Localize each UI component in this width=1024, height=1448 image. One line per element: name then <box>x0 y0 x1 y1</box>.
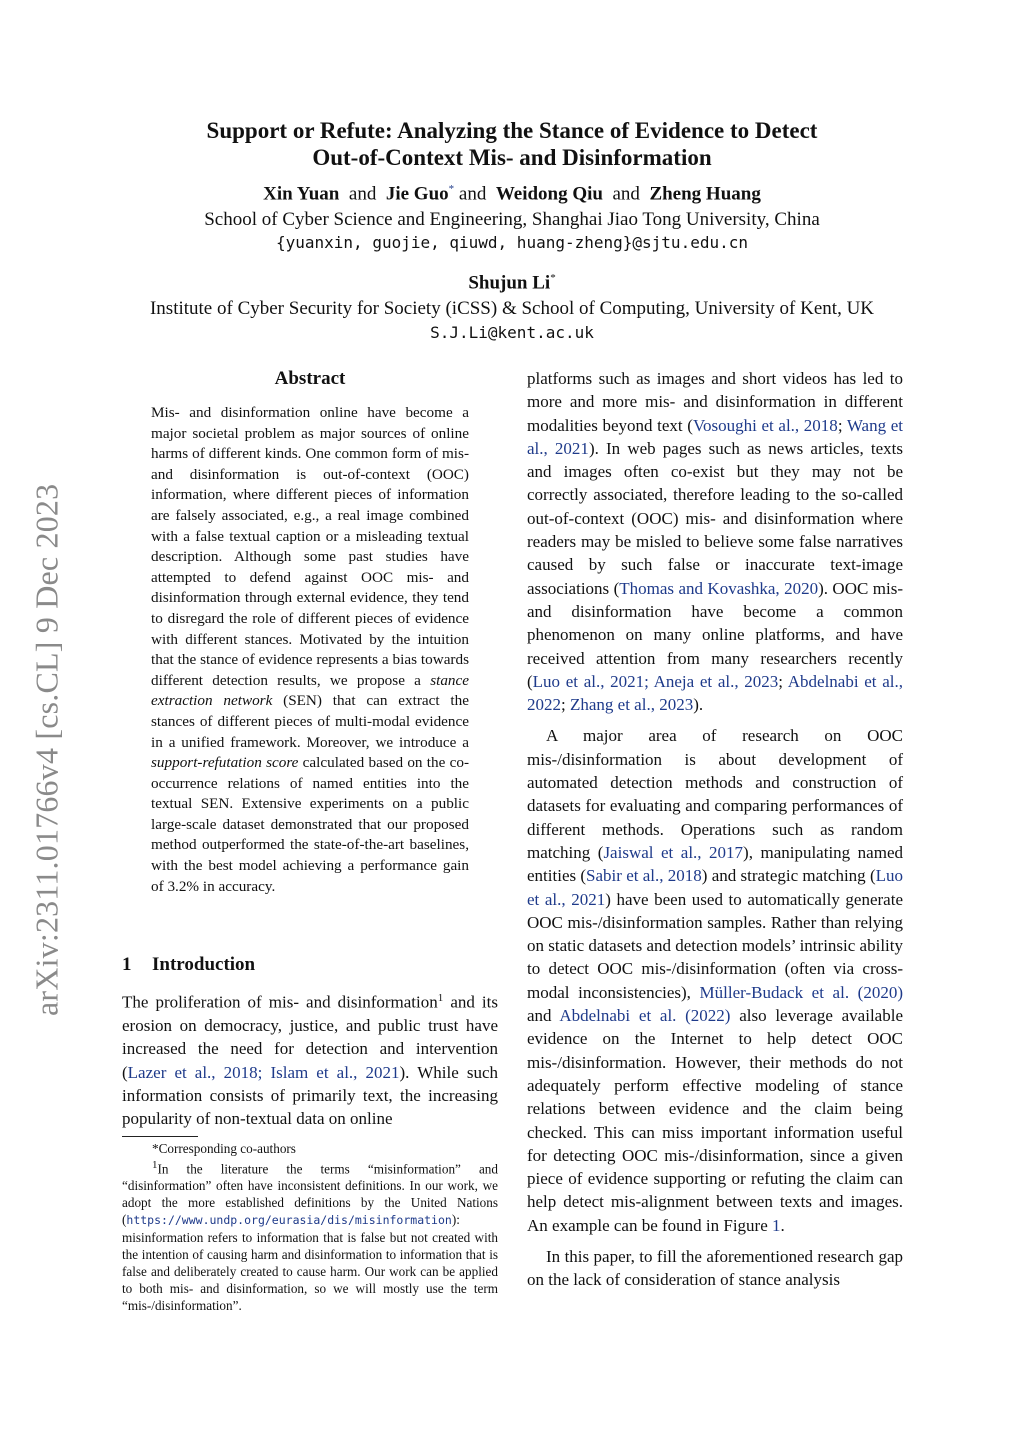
footnote-text: ): misinformation refers to information that is false but not created with the intention of causing harm and disinformation to information that is false and deliberately created to cause harm. Our work can be applied to both mis- and disinformation, so we will mostly use the term “mis-/disinformation”. <box>122 1212 498 1314</box>
affiliation-sjtu: School of Cyber Science and Engineering, Shanghai Jiao Tong University, China <box>204 209 820 230</box>
citation-link[interactable]: Zhang et al., 2023 <box>569 695 694 715</box>
email-sjtu: {yuanxin, guojie, qiuwd, huang-zheng}@sjtu.edu.cn <box>275 233 748 252</box>
abstract-text: calculated based on the co-occurrence relations of named entities into the textual SEN. Extensive experiments on a public large-scale dataset demonstrated that our proposed method outperformed the state-of-the-art baselines, with the best model achieving a performance gain of 3.2% in accuracy. <box>151 754 470 895</box>
citation-link[interactable]: Sabir et al., 2018 <box>586 866 702 886</box>
body-text: A major area of research on OOC mis-/disinformation is about development of automated detection methods and construction of datasets for evaluating and comparing performances of different methods. Operations such as random matching ( <box>527 726 903 862</box>
author-weidong-qiu: Weidong Qiu <box>495 183 603 205</box>
body-text: ), manipulating named entities ( <box>527 842 903 886</box>
citation-link[interactable]: Müller-Budack et al. (2020) <box>699 982 903 1002</box>
footnote-text: In the literature the terms “misinformation” and “disinformation” often have inconsistent definitions. In our work, we adopt the more established definitions by the United Nations ( <box>122 1161 498 1228</box>
abstract-body <box>151 403 469 897</box>
body-text: ) have been used to automatically generate OOC mis-/disinformation samples. Rather than relying on static datasets and detection models’ intrinsic ability to detect OOC mis-/disinformation (often via cross-modal inconsistencies), <box>527 889 903 1002</box>
author-shujun-li <box>120 272 904 294</box>
paper-title <box>120 117 904 171</box>
footnote-1-mark: 1 <box>152 1159 158 1171</box>
body-text: ). OOC mis- and disinformation have become a common phenomenon on many online platforms, and have received attention from many researchers recently ( <box>527 578 903 691</box>
abstract-text: Mis- and disinformation online have become a major societal problem as major sources of online harms of different kinds. One common form of mis- and disinformation is out-of-context (OOC) information, where different pieces of information are falsely associated, e.g., a real image combined with a false textual caption or a misleading textual description. Although some past studies have attempted to defend against OOC mis- and disinformation through external evidence, they tend to disregard the role of different pieces of evidence with different stances. Motivated by the intuition that the stance of evidence represents a bias towards different detection results, we propose a <box>151 404 469 689</box>
paragraph <box>527 724 903 1237</box>
corresponding-mark[interactable]: * <box>448 183 455 195</box>
citation-link[interactable]: Luo et al., 2021 <box>527 866 903 909</box>
author-name: Shujun Li <box>468 272 551 294</box>
body-text: and <box>527 1006 560 1026</box>
author-jie-guo: Jie Guo <box>385 183 449 205</box>
body-text: also leverage available evidence on the Internet to help detect OOC mis-/disinformation. However, their methods do not adequately perform effective modeling of stance relations between evidence and the claim being checked. This can miss important information useful for detecting OOC mis-/disinformation, since a given piece of evidence supporting or refuting the claim can help detect mis-alignment between texts and images. An example can be found in Figure <box>527 1006 903 1235</box>
citation-link[interactable]: Abdelnabi et al., 2022 <box>527 671 903 715</box>
paragraph <box>527 367 903 716</box>
author-conjunction: and <box>348 183 377 205</box>
citation-link[interactable]: Thomas and Kovashka, 2020 <box>619 578 819 598</box>
body-text: ). While such information consists of primarily text, the increasing popularity of non-textual data on online <box>122 1062 498 1129</box>
affiliation-kent: Institute of Cyber Security for Society (iCSS) & School of Computing, University of Kent, UK <box>149 298 875 319</box>
author-list <box>120 183 904 205</box>
abstract-text: (SEN) that can extract the stances of different pieces of multi-modal evidence in a unified framework. Moreover, we introduce a <box>151 692 469 751</box>
intro-paragraph <box>122 987 498 1130</box>
body-text: ). In web pages such as news articles, texts and images often co-exist but they may not be correctly associated, therefore leading to the so-called out-of-context (OOC) mis- and disinformation where readers may be misled to believe some false narratives caused by such false or inaccurate text-image associations ( <box>527 438 903 598</box>
body-text: platforms such as images and short videos has led to more and more mis- and disinformation in different modalities beyond text ( <box>527 369 903 435</box>
body-text: ; <box>561 695 570 715</box>
citation-link[interactable]: Abdelnabi et al. (2022) <box>559 1006 731 1026</box>
citation-link[interactable]: Wang et al., 2021 <box>527 415 904 458</box>
email-kent: S.J.Li@kent.ac.uk <box>430 323 594 342</box>
body-text: ; <box>837 415 847 435</box>
footnote-corresponding: *Corresponding co-authors <box>152 1141 296 1156</box>
author-conjunction: and <box>612 183 640 205</box>
body-text: ) and strategic matching ( <box>701 866 876 886</box>
arxiv-side-stamp: arXiv:2311.01766v4 [cs.CL] 9 Dec 2023 <box>28 483 65 1017</box>
author-zheng-huang: Zheng Huang <box>649 183 761 205</box>
abstract-emphasis: support-refutation score <box>151 754 299 772</box>
title-line-1: Support or Refute: Analyzing the Stance of Evidence to Detect <box>206 118 818 143</box>
title-line-2: Out-of-Context Mis- and Disinformation <box>312 145 712 170</box>
abstract-emphasis: stance extraction network <box>151 671 469 710</box>
citation-link[interactable]: Jaiswal et al., 2017 <box>603 842 744 862</box>
footnote-mark[interactable]: 1 <box>437 992 444 1004</box>
body-text: ). <box>693 695 704 715</box>
citation-link[interactable]: Lazer et al., 2018; Islam et al., 2021 <box>127 1062 400 1082</box>
section-number: 1 <box>122 954 132 975</box>
body-text: The proliferation of mis- and disinformation <box>122 992 438 1012</box>
body-text: . <box>780 1215 785 1235</box>
author-conjunction: and <box>458 183 487 205</box>
right-column <box>527 367 903 1300</box>
author-xin-yuan: Xin Yuan <box>263 183 340 205</box>
figure-ref-link[interactable]: 1 <box>772 1215 781 1235</box>
citation-link[interactable]: Vosoughi et al., 2018 <box>692 415 838 435</box>
corresponding-mark: * <box>550 272 556 284</box>
section-title: Introduction <box>152 954 256 975</box>
footnote-rule <box>122 1136 198 1137</box>
footnotes <box>122 1140 498 1314</box>
section-heading <box>122 954 255 976</box>
abstract-heading: Abstract <box>274 368 346 389</box>
footnote-1 <box>122 1157 498 1314</box>
body-text: ; <box>778 671 788 691</box>
paragraph: In this paper, to fill the aforementioned research gap on the lack of consideration of stance analysis <box>527 1246 903 1290</box>
citation-link[interactable]: Luo et al., 2021; Aneja et al., 2023 <box>532 671 779 691</box>
undp-url-link[interactable]: https://www.undp.org/eurasia/dis/misinformation <box>126 1213 452 1228</box>
body-text: and its erosion on democracy, justice, and public trust have increased the need for detection and intervention ( <box>122 992 498 1082</box>
